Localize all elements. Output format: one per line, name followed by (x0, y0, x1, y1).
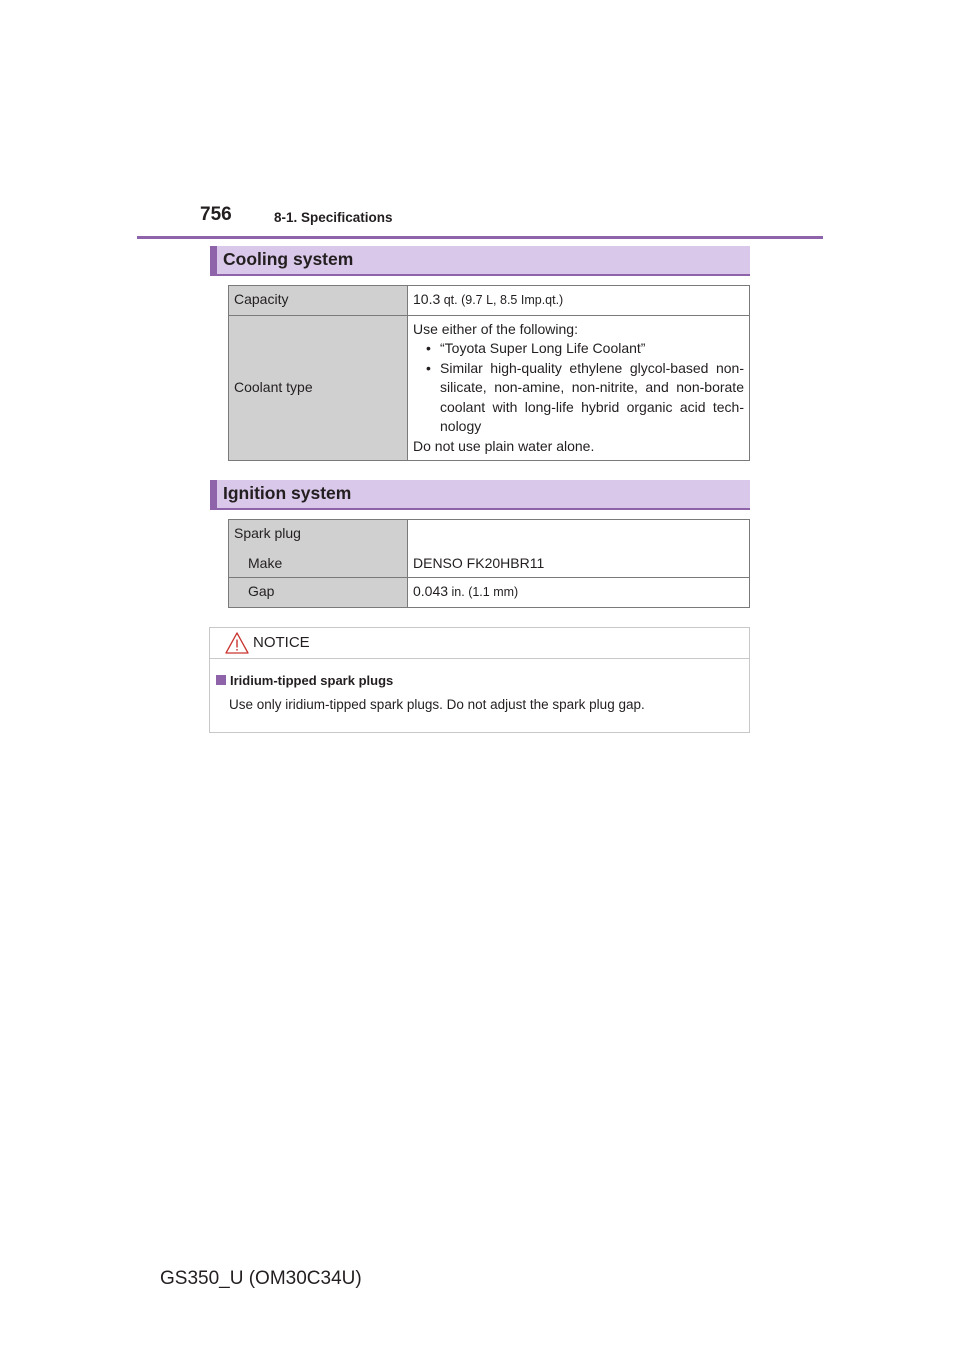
notice-header (210, 628, 749, 659)
notice-item-title: Iridium-tipped spark plugs (216, 673, 393, 688)
table-row (229, 315, 750, 461)
square-bullet-icon (216, 675, 226, 685)
section-title: Cooling system (223, 249, 354, 269)
notice-item-text: Use only iridium-tipped spark plugs. Do not adjust the spark plug gap. (229, 697, 645, 712)
coolant-intro: Use either of the following: (413, 320, 578, 337)
spark-plug-gap-value: 0.043 in. (1.1 mm) (408, 578, 750, 608)
spark-plug-make-value: DENSO FK20HBR11 (408, 520, 750, 578)
table-row (229, 520, 750, 578)
section-title: Ignition system (223, 483, 352, 503)
page-number: 756 (200, 204, 232, 225)
notice-box (209, 627, 750, 733)
capacity-value: 10.3 qt. (9.7 L, 8.5 Imp.qt.) (408, 286, 750, 316)
page-header (137, 200, 823, 239)
table-row (229, 286, 750, 316)
notice-title: NOTICE (253, 634, 310, 651)
footer-model: GS350_U (OM30C34U) (160, 1268, 362, 1289)
chapter-title: 8-1. Specifications (274, 210, 393, 225)
table-row (229, 578, 750, 608)
section-heading-cooling (210, 246, 750, 276)
warning-triangle-icon (225, 632, 249, 654)
spark-plug-make-label: Spark plug Make (229, 520, 408, 578)
coolant-type-label: Coolant type (229, 315, 408, 461)
coolant-outro: Do not use plain water alone. (413, 437, 595, 454)
spark-plug-gap-label: Gap (229, 578, 408, 608)
cooling-spec-table (228, 285, 750, 461)
list-item: • Similar high-quality ethylene glycol-based non-silicate, non-amine, non-nitrite, and non-borate coolant with long-life hybrid organic acid tech-nology (426, 359, 744, 434)
section-heading-ignition (210, 480, 750, 510)
ignition-spec-table (228, 519, 750, 608)
capacity-label: Capacity (229, 286, 408, 316)
coolant-type-value (408, 315, 750, 461)
list-item: • “Toyota Super Long Life Coolant” (426, 340, 646, 356)
